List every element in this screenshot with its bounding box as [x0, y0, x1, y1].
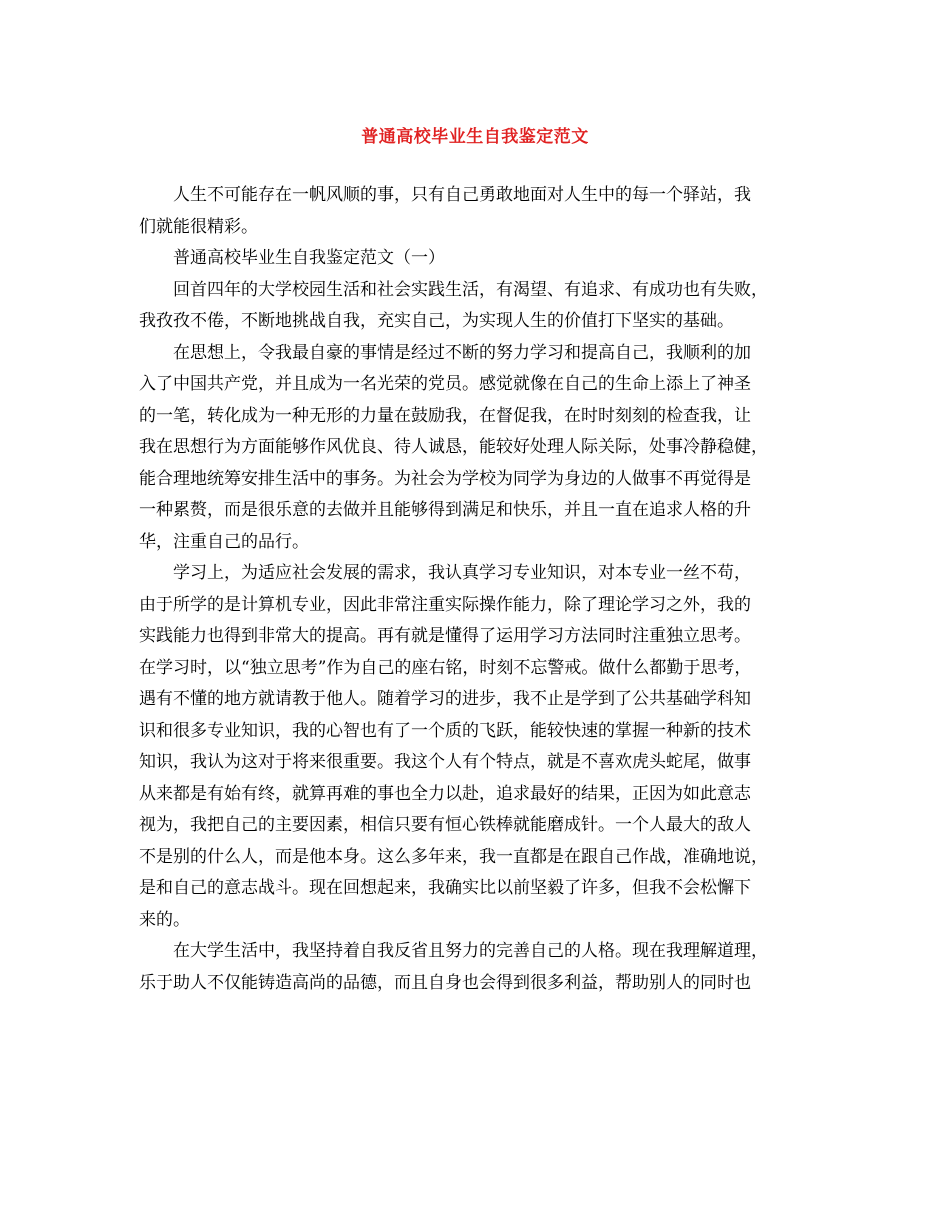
text-line: 我在思想行为方面能够作风优良、待人诚恳，能较好处理人际关际，处事冷静稳健，: [139, 437, 768, 457]
paragraph-subheading: [139, 243, 829, 275]
text-line: 能合理地统筹安排生活中的事务。为社会为学校为同学为身边的人做事不再觉得是: [139, 468, 751, 489]
text-line: 乐于助人不仅能铸造高尚的品德，而且自身也会得到很多利益，帮助别人的同时也: [139, 972, 751, 993]
text-line: 遇有不懂的地方就请教于他人。随着学习的进步，我不止是学到了公共基础学科知: [139, 689, 751, 709]
paragraph-review: [139, 275, 829, 338]
text-line: 一种累赘，而是很乐意的去做并且能够得到满足和快乐，并且一直在追求人格的升: [139, 500, 751, 520]
text-line: 人生不可能存在一帆风顺的事，只有自己勇敢地面对人生中的每一个驿站，我: [173, 185, 751, 205]
text-line: 在学习时，以“独立思考”作为自己的座右铭，时刻不忘警戒。做什么都勤于思考，: [139, 657, 752, 678]
paragraph-study: [139, 558, 829, 936]
text-line: 知识，我认为这对于将来很重要。我这个人有个特点，就是不喜欢虎头蛇尾，做事: [139, 752, 751, 772]
text-line: 从来都是有始有终，就算再难的事也全力以赴，追求最好的结果，正因为如此意志: [139, 783, 751, 804]
text-line: 们就能很精彩。: [139, 216, 258, 237]
text-line: 是和自己的意志战斗。现在回想起来，我确实比以前坚毅了许多，但我不会松懈下: [139, 878, 751, 898]
text-line: 来的。: [139, 909, 190, 930]
text-line: 普通高校毕业生自我鉴定范文（一）: [173, 248, 445, 268]
paragraph-college-life: [139, 936, 829, 999]
text-line: 学习上，为适应社会发展的需求，我认真学习专业知识，对本专业一丝不苟，: [173, 563, 751, 583]
document-title: 普通高校毕业生自我鉴定范文: [361, 127, 589, 147]
text-line: 我孜孜不倦，不断地挑战自我，充实自己，为实现人生的价值打下坚实的基础。: [139, 311, 734, 331]
text-line: 入了中国共产党，并且成为一名光荣的党员。感觉就像在自己的生命上添上了神圣: [139, 374, 751, 394]
text-line: 视为，我把自己的主要因素，相信只要有恒心铁棒就能磨成针。一个人最大的敌人: [139, 815, 751, 835]
paragraph-ideology: [139, 338, 829, 559]
text-line: 在大学生活中，我坚持着自我反省且努力的完善自己的人格。现在我理解道理，: [173, 941, 768, 961]
text-line: 回首四年的大学校园生活和社会实践生活，有渴望、有追求、有成功也有失败，: [173, 279, 768, 300]
paragraph-intro: [139, 180, 829, 243]
text-line: 由于所学的是计算机专业，因此非常注重实际操作能力，除了理论学习之外，我的: [139, 594, 751, 615]
text-line: 的一笔，转化成为一种无形的力量在鼓励我，在督促我，在时时刻刻的检查我，让: [139, 405, 751, 426]
text-line: 实践能力也得到非常大的提高。再有就是懂得了运用学习方法同时注重独立思考。: [139, 626, 751, 646]
text-line: 不是别的什么人，而是他本身。这么多年来，我一直都是在跟自己作战，准确地说，: [139, 846, 768, 867]
text-line: 在思想上，令我最自豪的事情是经过不断的努力学习和提高自己，我顺利的加: [173, 342, 751, 363]
text-line: 识和很多专业知识，我的心智也有了一个质的飞跃，能较快速的掌握一种新的技术: [139, 720, 751, 741]
document-body: [139, 180, 829, 999]
text-line: 华，注重自己的品行。: [139, 531, 309, 552]
